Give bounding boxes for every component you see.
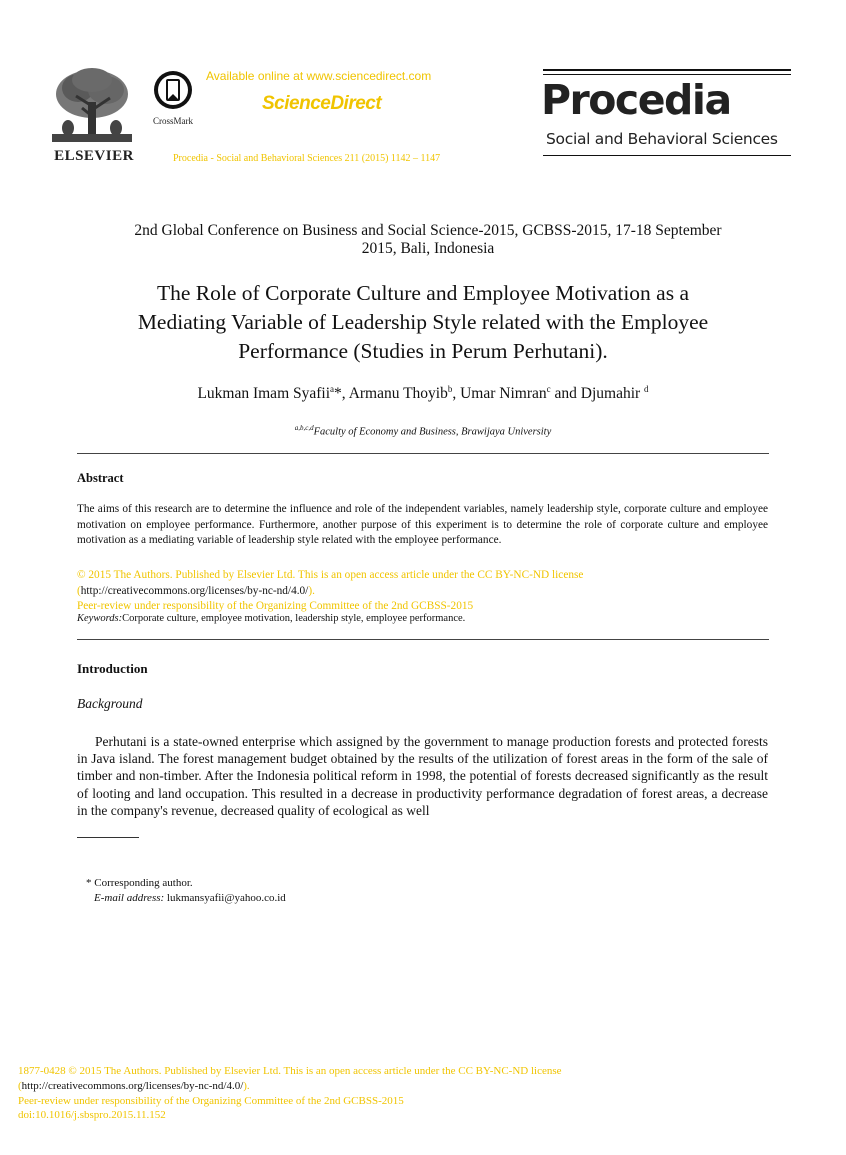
footer-url-line — [18, 1079, 562, 1094]
author-name: Umar Nimran — [460, 385, 547, 403]
license-line: © 2015 The Authors. Published by Elsevier Ltd. This is an open access article under the CC BY-NC-ND license — [77, 569, 584, 581]
license-block — [77, 568, 768, 615]
intro-paragraph-text: Perhutani is a state-owned enterprise which assigned by the government to manage production forests and protected forests in Java island. The forest management budget obtained by the results of the utilization of forest areas in the form of the sale of timber and non-timber. After the Indonesia political reform in 1998, the potential of forests decreased significantly as the result of looting and land occupation. This resulted in a decrease in productivity performance degradation of forest areas, a decrease in the company's revenue, decreased quality of ecological as well — [77, 734, 768, 818]
conference-line-1: 2nd Global Conference on Business and Social Science-2015, GCBSS-2015, 17-18 September — [134, 222, 722, 239]
paper-title — [60, 279, 786, 366]
available-online-link[interactable]: Available online at www.sciencedirect.com — [206, 69, 432, 83]
background-subheading: Background — [77, 696, 143, 711]
author-sup: a — [330, 384, 335, 394]
crossmark-label: CrossMark — [153, 116, 193, 126]
author-sup: b — [447, 384, 453, 394]
crossmark-badge[interactable] — [147, 70, 199, 126]
author-name: Djumahir — [580, 385, 645, 403]
author-sep: , — [452, 385, 461, 403]
intro-paragraph — [77, 733, 768, 819]
footer-open: ( — [18, 1079, 22, 1092]
keywords-line — [77, 613, 465, 624]
footer-close: ). — [243, 1079, 250, 1092]
keywords-label: Keywords: — [77, 613, 123, 624]
author-name: Armanu Thoyib — [348, 385, 448, 403]
elsevier-wordmark: ELSEVIER — [54, 148, 134, 164]
author-sup: c — [546, 384, 551, 394]
email-address[interactable]: lukmansyafii@yahoo.co.id — [164, 891, 286, 904]
conference-name — [78, 222, 778, 258]
crossmark-icon — [153, 70, 193, 110]
conference-line-2: 2015, Bali, Indonesia — [361, 240, 495, 257]
procedia-top-rule — [543, 69, 791, 71]
footer-peer-review: Peer-review under responsibility of the Organizing Committee of the 2nd GCBSS-2015 — [18, 1094, 404, 1107]
journal-reference: Procedia - Social and Behavioral Sciences 211 (2015) 1142 – 1147 — [173, 153, 441, 164]
sciencedirect-logo[interactable]: ScienceDirect — [262, 93, 382, 114]
author-sep: *, — [334, 385, 349, 403]
license-url-link[interactable]: http://creativecommons.org/licenses/by-nc-nd/4.0/ — [80, 584, 309, 597]
peer-review-line: Peer-review under responsibility of the Organizing Committee of the 2nd GCBSS-2015 — [77, 600, 474, 612]
affiliation — [60, 424, 786, 438]
procedia-logo: Procedia — [541, 76, 731, 124]
author-sep: and — [550, 385, 581, 403]
affiliation-text: Faculty of Economy and Business, Brawijaya University — [313, 426, 552, 438]
procedia-bottom-rule — [543, 155, 791, 156]
footnote — [86, 876, 286, 905]
abstract-text: The aims of this research are to determine the influence and role of the independent variables, namely leadership style, corporate culture and employee motivation on employee performance. Furthermore, another purpose of this experiment is to determine the role of corporate culture and employee motivation as a mediating variable of leadership style related with the employee performance. — [77, 503, 768, 546]
title-line-2: Mediating Variable of Leadership Style related with the Employee — [137, 310, 709, 334]
license-url-line — [77, 584, 768, 600]
elsevier-logo — [48, 66, 136, 166]
footnote-rule — [77, 837, 139, 838]
procedia-top-rule-thin — [543, 74, 791, 75]
introduction-heading: Introduction — [77, 661, 148, 676]
procedia-subtitle: Social and Behavioral Sciences — [546, 130, 778, 148]
email-line — [86, 891, 286, 906]
page-footer — [18, 1064, 562, 1123]
author-name: Lukman Imam Syafii — [197, 385, 331, 403]
author-sup: d — [644, 384, 649, 394]
keywords-text: Corporate culture, employee motivation, leadership style, employee performance. — [122, 613, 466, 624]
license-open: ( — [77, 584, 81, 597]
author-list — [60, 384, 786, 403]
footer-url-link[interactable]: http://creativecommons.org/licenses/by-nc-nd/4.0/ — [21, 1079, 244, 1092]
abstract-heading: Abstract — [77, 471, 124, 485]
corresponding-author: * Corresponding author. — [86, 877, 193, 889]
abstract-bottom-rule — [77, 639, 769, 640]
email-label: E-mail address: — [94, 891, 165, 904]
elsevier-tree-icon — [48, 66, 136, 144]
title-line-3: Performance (Studies in Perum Perhutani). — [238, 339, 608, 363]
license-close: ). — [308, 584, 315, 597]
footer-license-line: 1877-0428 © 2015 The Authors. Published by Elsevier Ltd. This is an open access article under the CC BY-NC-ND license — [18, 1065, 562, 1077]
footer-doi[interactable]: doi:10.1016/j.sbspro.2015.11.152 — [18, 1109, 166, 1122]
abstract-top-rule — [77, 453, 769, 454]
affiliation-sup: a,b,c,d — [294, 424, 314, 432]
title-line-1: The Role of Corporate Culture and Employee Motivation as a — [157, 281, 689, 305]
